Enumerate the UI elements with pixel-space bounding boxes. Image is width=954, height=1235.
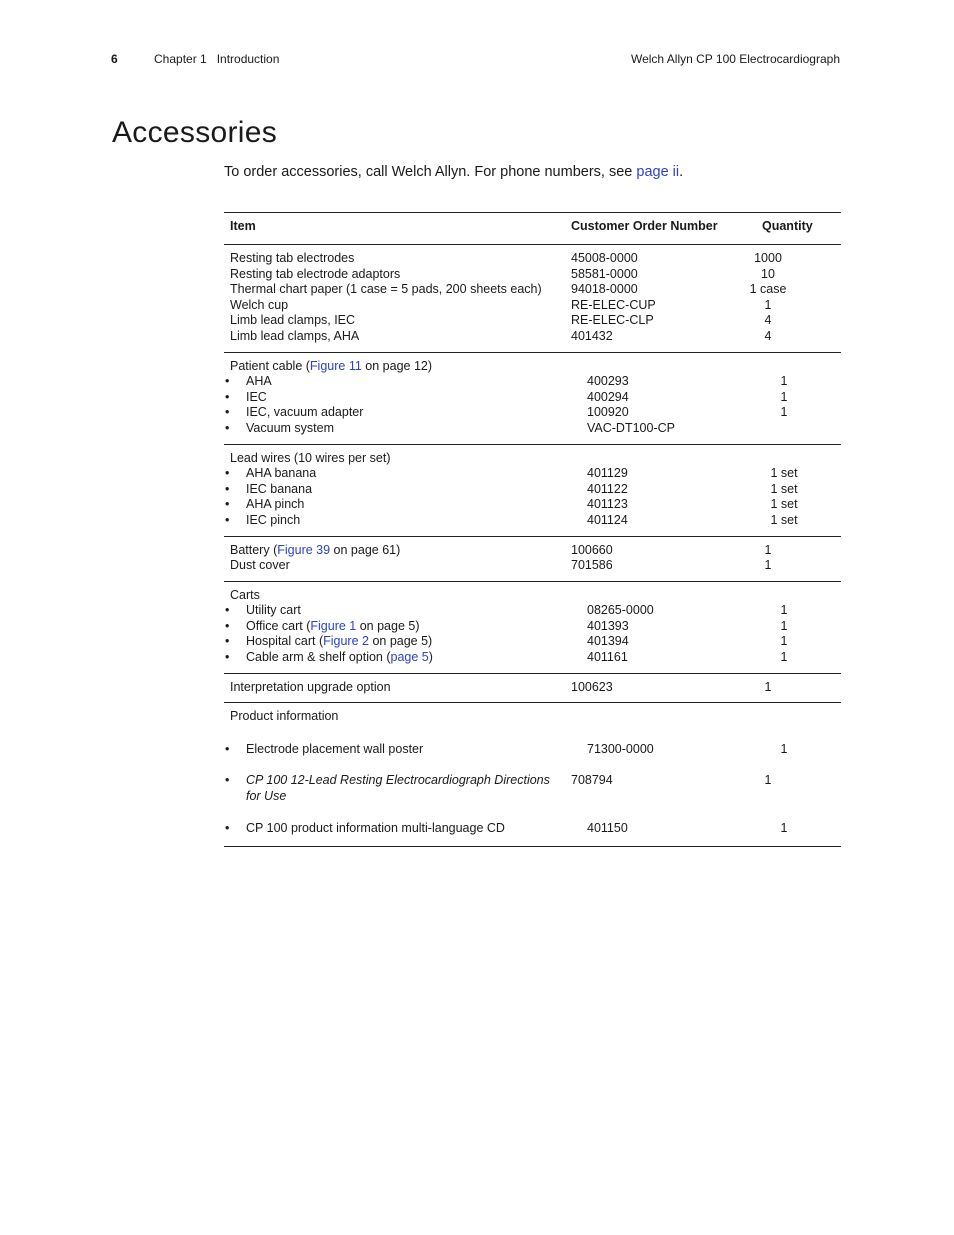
table-row (224, 267, 841, 283)
qty-cell: 1 set (770, 497, 798, 512)
qty-cell (759, 421, 809, 437)
bullet-icon: • (225, 512, 230, 527)
bullet-icon: • (225, 405, 230, 420)
item-text: Hospital cart ( (246, 634, 324, 649)
group-battery (224, 537, 841, 582)
item-text: Utility cart (246, 603, 301, 618)
item-cell (224, 773, 571, 804)
figure-1-link[interactable]: Figure 1 (310, 618, 357, 633)
order-cell: 58581-0000 (571, 266, 638, 281)
table-row (224, 588, 841, 604)
page-header (0, 52, 954, 70)
intro-end: . (679, 164, 684, 180)
order-cell: 401432 (571, 328, 613, 343)
order-cell: 400294 (587, 389, 629, 404)
order-cell: 100623 (571, 679, 613, 694)
table-row (224, 650, 841, 666)
bullet-icon: • (225, 603, 230, 618)
qty-cell: 1 (780, 741, 788, 756)
qty-cell: 1 (764, 558, 772, 573)
table-row (224, 619, 841, 635)
order-cell: RE-ELEC-CLP (571, 313, 654, 328)
table-row (224, 390, 841, 406)
header-order-number: Customer Order Number (571, 219, 718, 233)
table-row (224, 374, 841, 390)
order-cell: 401129 (587, 466, 628, 481)
item-cell (224, 359, 571, 375)
table-row (224, 773, 841, 804)
order-cell: 401394 (587, 634, 629, 649)
item-cell: Resting tab electrode adaptors (230, 266, 401, 281)
table-row (224, 298, 841, 314)
order-cell: 401393 (587, 618, 629, 633)
chapter-label: Chapter 1 Introduction (154, 52, 280, 66)
item-text: on page 5) (368, 634, 433, 649)
item-text: AHA banana (246, 466, 317, 481)
qty-cell: 10 (761, 266, 775, 281)
bullet-icon: • (225, 389, 230, 404)
item-cell: Dust cover (230, 558, 290, 573)
qty-cell: 1 (780, 405, 788, 420)
item-cell: Interpretation upgrade option (230, 679, 391, 694)
qty-cell: 1 (780, 820, 788, 835)
bullet-icon: • (225, 634, 230, 649)
item-text: Office cart ( (246, 618, 311, 633)
item-cell (224, 821, 587, 837)
table-row (224, 482, 841, 498)
item-cell (224, 513, 587, 529)
item-text: AHA (246, 374, 272, 389)
qty-cell: 1 (764, 297, 772, 312)
figure-39-link[interactable]: Figure 39 (277, 542, 331, 557)
table-row (224, 359, 841, 375)
item-cell (224, 405, 587, 421)
item-text: ) (428, 650, 433, 665)
table-row (224, 329, 841, 345)
item-text: on page 5) (356, 618, 420, 633)
item-cell: Product information (230, 709, 339, 724)
bullet-icon: • (225, 820, 230, 835)
table-header (224, 213, 841, 245)
table-row (224, 451, 841, 467)
item-text: IEC (246, 389, 267, 404)
item-text: Electrode placement wall poster (246, 741, 424, 756)
qty-cell: 1 set (770, 512, 798, 527)
order-cell: 45008-0000 (571, 251, 638, 265)
order-cell: 08265-0000 (587, 603, 654, 618)
group-product-information (224, 703, 841, 847)
order-cell: 401161 (587, 650, 628, 665)
item-cell (224, 374, 587, 390)
table-row (224, 558, 841, 574)
intro-paragraph (224, 164, 683, 180)
qty-cell: 1 (780, 603, 788, 618)
order-cell: 94018-0000 (571, 282, 638, 297)
qty-cell: 1 (780, 618, 788, 633)
item-text: Vacuum system (246, 420, 334, 435)
order-cell: 401150 (587, 820, 628, 835)
order-cell: 401123 (587, 497, 628, 512)
table-row (224, 282, 841, 298)
item-text: CP 100 12-Lead Resting Electrocardiograph Directions for Use (246, 773, 550, 804)
heading-text: on page 12) (361, 358, 433, 373)
table-row (224, 680, 841, 696)
bullet-icon: • (225, 466, 230, 481)
item-text: AHA pinch (246, 497, 305, 512)
running-title: Welch Allyn CP 100 Electrocardiograph (630, 52, 840, 66)
order-cell: 401124 (587, 512, 628, 527)
header-quantity: Quantity (762, 219, 813, 233)
table-row (224, 405, 841, 421)
order-cell: 71300-0000 (587, 741, 654, 756)
page-number: 6 (111, 52, 118, 66)
table-row (224, 313, 841, 329)
page-5-link[interactable]: page 5 (390, 650, 429, 665)
figure-11-link[interactable]: Figure 11 (309, 358, 362, 373)
item-cell (224, 543, 571, 559)
order-cell: 400293 (587, 374, 629, 389)
item-cell (224, 650, 587, 666)
item-text: Battery ( (230, 542, 278, 557)
qty-cell: 1 (780, 374, 788, 389)
table-row (224, 709, 841, 725)
item-cell: Resting tab electrodes (230, 251, 355, 265)
item-cell (224, 482, 587, 498)
bullet-icon: • (225, 481, 230, 496)
page-title: Accessories (112, 116, 278, 149)
accessories-table (224, 212, 841, 847)
table-row (224, 513, 841, 529)
qty-cell: 1 (780, 389, 788, 404)
qty-cell: 1 set (770, 466, 798, 481)
item-cell: Lead wires (10 wires per set) (230, 450, 391, 465)
qty-cell: 1 (780, 634, 788, 649)
order-cell: 701586 (571, 558, 613, 573)
table-row (224, 634, 841, 650)
order-cell: 100920 (587, 405, 629, 420)
item-cell (224, 603, 587, 619)
item-cell (224, 742, 587, 758)
item-cell (224, 497, 587, 513)
header-item: Item (230, 219, 256, 233)
order-cell: VAC-DT100-CP (587, 420, 675, 435)
group-lead-wires (224, 445, 841, 537)
qty-cell: 1 (764, 679, 772, 694)
item-text: on page 61) (330, 542, 401, 557)
heading-text: Patient cable ( (230, 358, 310, 373)
order-cell: 401122 (587, 481, 628, 496)
item-cell: Welch cup (230, 297, 289, 312)
table-row (224, 543, 841, 559)
qty-cell: 1 (780, 650, 788, 665)
item-cell: Carts (230, 587, 260, 602)
bullet-icon: • (225, 420, 230, 435)
qty-cell: 1 set (770, 481, 798, 496)
figure-2-link[interactable]: Figure 2 (323, 634, 369, 649)
table-row (224, 421, 841, 437)
item-cell: Limb lead clamps, AHA (230, 328, 360, 343)
item-cell: Limb lead clamps, IEC (230, 313, 356, 328)
table-row (224, 466, 841, 482)
bullet-icon: • (225, 374, 230, 389)
intro-page-link[interactable]: page ii (636, 164, 680, 180)
item-text: Cable arm & shelf option ( (246, 650, 391, 665)
bullet-icon: • (225, 497, 230, 512)
table-row (224, 821, 841, 837)
bullet-icon: • (225, 773, 230, 788)
table-row (224, 603, 841, 619)
order-cell: 100660 (571, 542, 613, 557)
item-text: IEC pinch (246, 512, 301, 527)
qty-cell: 1 (764, 542, 772, 557)
group-interpretation (224, 674, 841, 704)
qty-cell: 4 (764, 328, 772, 343)
item-text: CP 100 product information multi-language CD (246, 820, 505, 835)
bullet-icon: • (225, 741, 230, 756)
table-row (224, 742, 841, 758)
group-carts (224, 582, 841, 674)
group-patient-cable (224, 353, 841, 445)
item-text: IEC, vacuum adapter (246, 405, 364, 420)
bullet-icon: • (225, 618, 230, 633)
table-row (224, 497, 841, 513)
qty-cell: 1 case (749, 282, 787, 297)
item-cell: Thermal chart paper (1 case = 5 pads, 200 sheets each) (230, 282, 542, 297)
qty-cell: 1 (764, 773, 772, 788)
intro-text: To order accessories, call Welch Allyn. For phone numbers, see (224, 164, 637, 180)
order-cell: 708794 (571, 773, 613, 788)
qty-cell: 1000 (754, 251, 782, 265)
item-cell (224, 466, 587, 482)
item-cell (224, 634, 587, 650)
qty-cell: 4 (764, 313, 772, 328)
item-cell (224, 619, 587, 635)
order-cell: RE-ELEC-CUP (571, 297, 656, 312)
item-cell (224, 421, 587, 437)
group-electrodes (224, 245, 841, 353)
table-row (224, 251, 841, 267)
item-text: IEC banana (246, 481, 313, 496)
bullet-icon: • (225, 650, 230, 665)
item-cell (224, 390, 587, 406)
